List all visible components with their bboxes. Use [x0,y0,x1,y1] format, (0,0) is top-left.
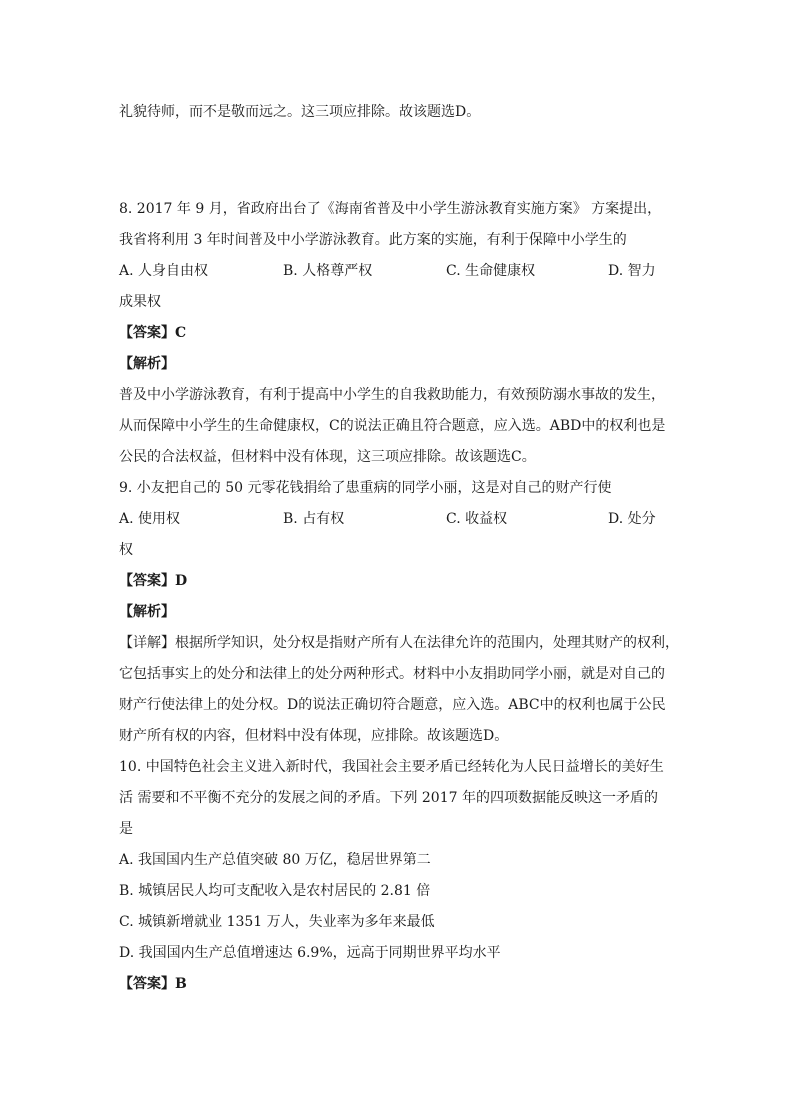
q9-option-d: D. 处分 [608,511,656,527]
q8-option-d: D. 智力 [608,263,656,279]
q8-option-a: A. 人身自由权 [119,263,209,279]
q8-option-b: B. 人格尊严权 [283,263,373,279]
q10-stem-line-2: 活 需要和不平衡不充分的发展之间的矛盾。下列 2017 年的四项数据能反映这一矛盾的 [119,790,658,806]
q8-option-c: C. 生命健康权 [446,263,536,279]
q9-option-c: C. 收益权 [446,511,508,527]
q10-stem-line-3: 是 [119,821,133,837]
q9-analysis-line-1: 【详解】根据所学知识，处分权是指财产所有人在法律允许的范围内，处理其财产的权利， [119,635,679,651]
q8-option-wrap: 成果权 [119,294,161,310]
q10-stem-line-1: 10. 中国特色社会主义进入新时代，我国社会主要矛盾已经转化为人民日益增长的美好生 [119,759,664,775]
q9-stem-line-1: 9. 小友把自己的 50 元零花钱捐给了患重病的同学小丽，这是对自己的财产行使 [119,480,612,496]
q8-stem-line-1: 8. 2017 年 9 月，省政府出台了《海南省普及中小学生游泳教育实施方案》 方案提出， [119,201,662,217]
q10-option-a: A. 我国国内生产总值突破 80 万亿，稳居世界第二 [119,852,431,868]
q8-analysis-line-2: 从而保障中小学生的生命健康权，C的说法正确且符合题意，应入选。ABD中的权利也是 [119,418,666,434]
q8-answer: 【答案】C [119,325,187,341]
q10-option-d: D. 我国国内生产总值增速达 6.9%，远高于同期世界平均水平 [119,945,501,961]
intro-line: 礼貌待师，而不是敬而远之。这三项应排除。故该题选D。 [119,104,481,120]
q9-analysis-line-2: 它包括事实上的处分和法律上的处分两种形式。材料中小友捐助同学小丽，就是对自己的 [119,666,665,682]
q10-option-b: B. 城镇居民人均可支配收入是农村居民的 2.81 倍 [119,883,431,899]
q10-answer: 【答案】B [119,976,187,992]
q8-analysis-line-1: 普及中小学游泳教育，有利于提高中小学生的自我救助能力，有效预防溺水事故的发生， [119,387,665,403]
q9-analysis-line-3: 财产行使法律上的处分权。D的说法正确切符合题意，应入选。ABC中的权利也属于公民 [119,697,666,713]
q9-option-b: B. 占有权 [283,511,345,527]
q8-analysis-title: 【解析】 [119,356,175,372]
q9-analysis-line-4: 财产所有权的内容，但材料中没有体现，应排除。故该题选D。 [119,728,509,744]
q9-answer: 【答案】D [119,573,188,589]
q9-option-a: A. 使用权 [119,511,181,527]
q8-analysis-line-3: 公民的合法权益，但材料中没有体现，这三项应排除。故该题选C。 [119,449,536,465]
q9-option-wrap: 权 [119,542,133,558]
q10-option-c: C. 城镇新增就业 1351 万人，失业率为多年来最低 [119,914,435,930]
q8-stem-line-2: 我省将利用 3 年时间普及中小学游泳教育。此方案的实施，有利于保障中小学生的 [119,232,627,248]
q9-analysis-title: 【解析】 [119,604,175,620]
